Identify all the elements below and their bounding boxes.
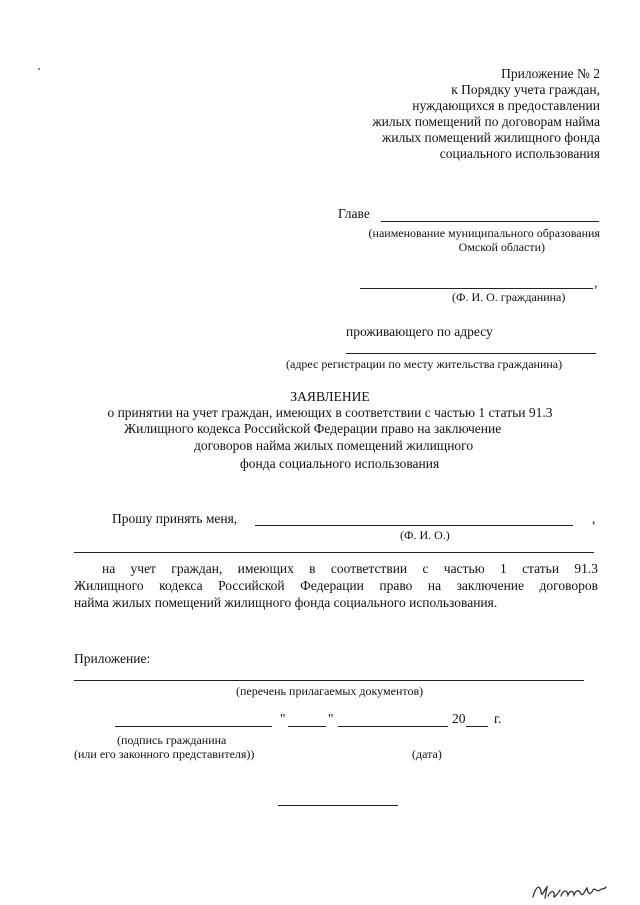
title-subline: о принятии на учет граждан, имеющих в соответствии с частью 1 статьи 91.3 [107,405,553,420]
request-comma: , [592,511,596,526]
address-field-line[interactable] [346,353,596,354]
attachment-label: Приложение: [74,651,151,666]
date-year-field-line[interactable] [466,726,488,727]
citizen-fio-comma: , [594,275,598,290]
signer-hint-line-1: (подпись гражданина [117,733,227,747]
date-hint: (дата) [412,747,442,761]
citizen-fio-hint: (Ф. И. О. гражданина) [452,290,566,304]
municipality-field-line[interactable] [381,221,599,222]
request-paragraph-line: найма жилых помещений жилищного фонда социального использования. [74,595,498,610]
document-title: ЗАЯВЛЕНИЕ [290,389,370,404]
appendix-line: жилых помещений по договорам найма [372,114,600,129]
date-year-suffix: г. [494,711,502,726]
date-day-field-line[interactable] [288,726,326,727]
scan-speck [38,68,40,70]
handwritten-note-icon [530,878,612,902]
appendix-line: нуждающихся в предоставлении [412,98,600,113]
applicant-fio-continuation-line[interactable] [74,552,594,553]
closing-separator [278,805,398,806]
appendix-line: Приложение № 2 [501,66,600,81]
request-paragraph-line: Жилищного кодекса Российской Федерации право на заключение договоров [74,578,598,593]
to-head-label: Главе [338,206,370,221]
request-paragraph-line: на учет граждан, имеющих в соответствии с частью 1 статьи 91.3 [102,561,598,576]
date-year-prefix: 20 [452,711,466,726]
appendix-line: к Порядку учета граждан, [451,82,600,97]
title-subline: фонда социального использования [240,456,440,471]
appendix-header [300,66,600,162]
residing-label: проживающего по адресу [346,324,493,339]
appendix-line: социального использования [439,146,600,161]
attachment-field-line[interactable] [74,680,584,681]
signer-hint-line-2: (или его законного представителя)) [74,747,255,761]
municipality-hint-line-2: Омской области) [458,240,545,254]
citizen-fio-field-line[interactable] [360,288,593,289]
address-hint: (адрес регистрации по месту жительства гражданина) [286,357,563,371]
date-month-field-line[interactable] [338,726,448,727]
municipality-hint-line-1: (наименование муниципального образования [368,226,600,240]
attachment-hint: (перечень прилагаемых документов) [236,684,424,698]
municipality-hint [320,226,600,254]
applicant-fio-hint: (Ф. И. О.) [400,528,450,542]
title-subline: договоров найма жилых помещений жилищного [194,438,474,453]
title-subline: Жилищного кодекса Российской Федерации право на заключение [124,421,502,436]
appendix-line: жилых помещений жилищного фонда [382,130,600,145]
request-label: Прошу принять меня, [112,511,238,526]
applicant-fio-field-line[interactable] [255,525,573,526]
signature-field-line[interactable] [115,726,272,727]
date-quote-open: " [280,711,286,726]
date-quote-close: " [328,711,334,726]
